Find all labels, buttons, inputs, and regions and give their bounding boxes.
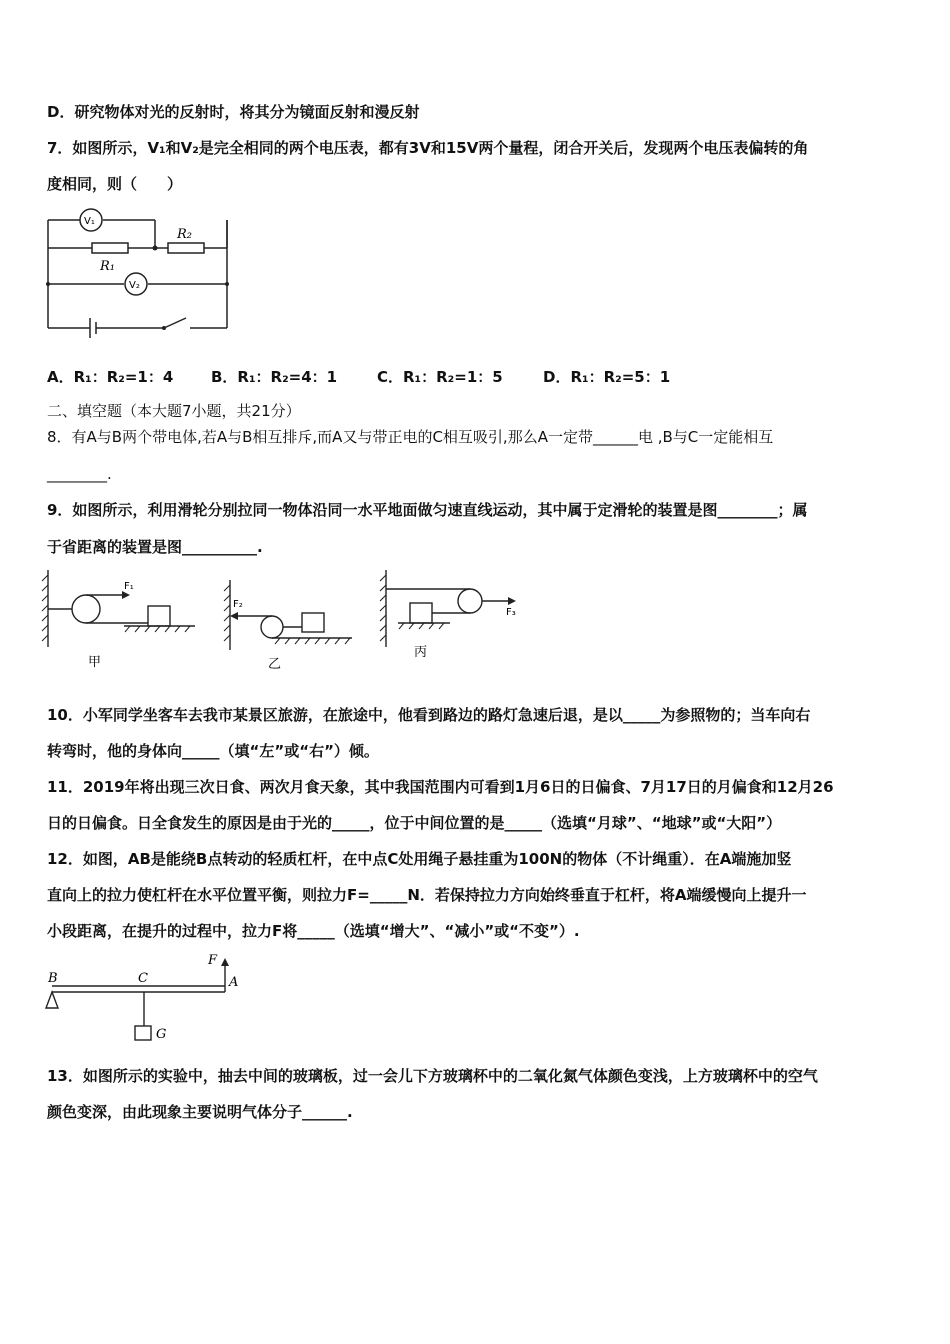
f1-label: F₁ [124,581,134,592]
point-c-label: C [138,971,148,986]
point-a-label: A [229,975,239,990]
q6-option-d: D．研究物体对光的反射时，将其分为镜面反射和漫反射 [47,103,420,121]
q9-text-line1: 9．如图所示，利用滑轮分别拉同一物体沿同一水平地面做匀速直线运动，其中属于定滑轮的装置是图________；属 [47,501,808,519]
q7-option-c: C．R₁：R₂=1：5 [377,368,503,386]
figure-label-b: 乙 [268,657,282,672]
f2-label: F₂ [233,599,243,610]
q12-text-line2: 直向上的拉力使杠杆在水平位置平衡，则拉力F=_____N．若保持拉力方向始终垂直于杠杆，将A端缓慢向上提升一 [47,886,807,904]
r1-label: R₁ [100,259,115,274]
figure-label-c: 丙 [414,645,428,660]
q7-option-a: A．R₁：R₂=1：4 [47,368,174,386]
q7-option-d: D．R₁：R₂=5：1 [543,368,671,386]
q13-text-line2: 颜色变深，由此现象主要说明气体分子______. [47,1103,353,1121]
figure-label-a: 甲 [88,655,102,670]
q9-pulley-diagrams [40,565,540,675]
q7-option-b: B．R₁：R₂=4：1 [211,368,338,386]
section-title: 二、填空题（本大题7小题，共21分） [47,402,301,420]
q10-text-line1: 10．小军同学坐客车去我市某景区旅游，在旅途中，他看到路边的路灯急速后退，是以_____为参照物的；当车向右 [47,706,811,724]
q12-text-line1: 12．如图，AB是能绕B点转动的轻质杠杆，在中点C处用绳子悬挂重为100N的物体（不计绳重）．在A端施加竖 [47,850,792,868]
q12-lever-diagram [40,950,250,1045]
v2-label: V₂ [129,280,140,291]
q7-circuit-diagram [40,200,240,340]
q11-text-line1: 11．2019年将出现三次日食、两次月食天象，其中我国范围内可看到1月6日的日偏食、7月17日的月偏食和12月26 [47,778,834,796]
q8-text-line1: 8．有A与B两个带电体,若A与B相互排斥,而A又与带正电的C相互吸引,那么A一定带______电 ,B与C一定能相互 [47,428,774,446]
q7-text-line2: 度相同，则（ ） [47,175,183,193]
q10-text-line2: 转弯时，他的身体向_____（填“左”或“右”）倾。 [47,742,379,760]
force-f-label: F [208,953,218,968]
q9-text-line2: 于省距离的装置是图__________. [47,538,263,556]
point-b-label: B [48,971,58,986]
q13-text-line1: 13．如图所示的实验中，抽去中间的玻璃板，过一会儿下方玻璃杯中的二氧化氮气体颜色变浅，上方玻璃杯中的空气 [47,1067,818,1085]
q12-text-line3: 小段距离，在提升的过程中，拉力F将_____（选填“增大”、“减小”或“不变”）. [47,922,580,940]
r2-label: R₂ [177,227,192,242]
q8-text-line2: ________. [47,465,112,483]
v1-label: V₁ [84,216,95,227]
f3-label: F₃ [506,607,516,618]
weight-g-label: G [156,1027,167,1042]
q11-text-line2: 日的日偏食。日全食发生的原因是由于光的_____，位于中间位置的是_____（选填“月球”、“地球”或“大阳”） [47,814,782,832]
q7-text-line1: 7．如图所示，V₁和V₂是完全相同的两个电压表，都有3V和15V两个量程，闭合开关后，发现两个电压表偏转的角 [47,139,809,157]
